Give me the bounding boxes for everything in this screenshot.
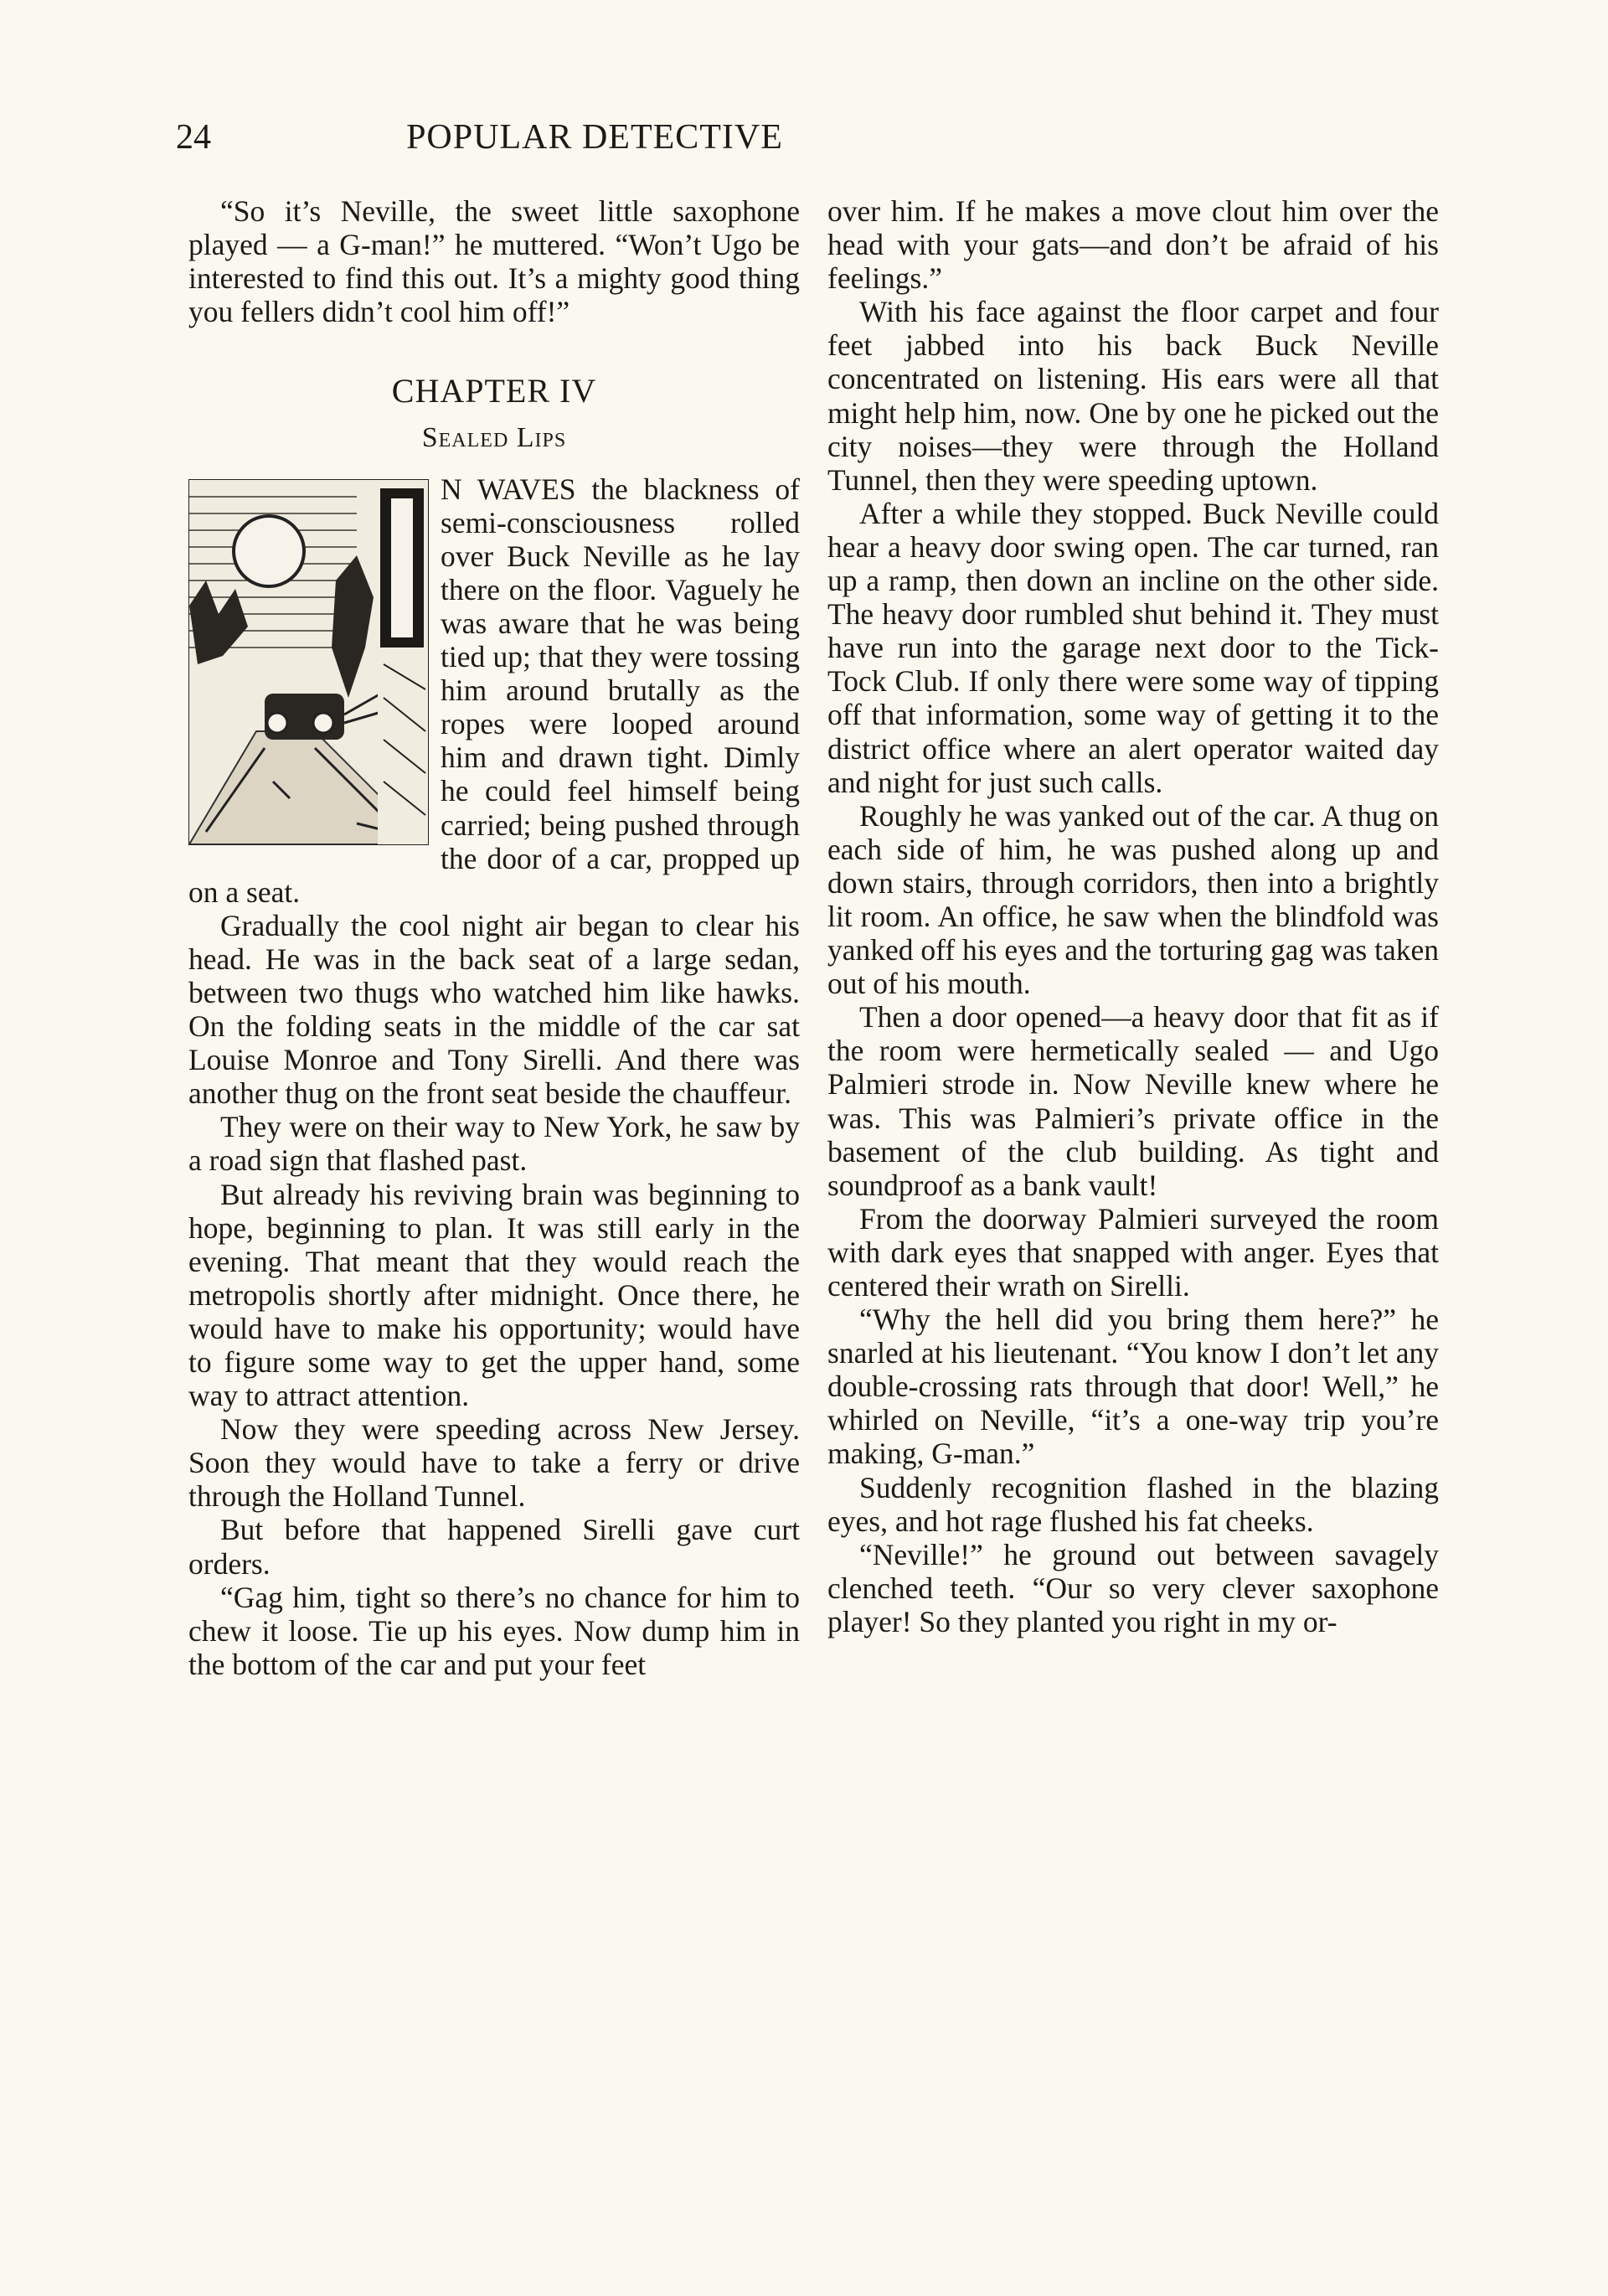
paragraph: “Why the hell did you bring them here?” he snarled at his lieutenant. “You know I don’t let any double-crossing rats through that door! Well,” he whirled on Neville, “it’s a one-way trip you’re making, G-man.” [827, 1303, 1439, 1471]
left-column [188, 194, 800, 1681]
paragraph: But already his reviving brain was beginning to hope, beginning to plan. It was still early in the evening. That meant that they would reach the metropolis shortly after midnight. Once there, he would have to make his opportunity; would have to figure some way to get the upper hand, some way to attract attention. [188, 1177, 800, 1413]
paragraph: They were on their way to New York, he saw by a road sign that flashed past. [188, 1110, 800, 1178]
paragraph: But before that happened Sirelli gave curt orders. [188, 1513, 800, 1581]
paragraph: Now they were speeding across New Jersey. Soon they would have to take a ferry or drive through the Holland Tunnel. [188, 1412, 800, 1514]
paragraph: Then a door opened—a heavy door that fit as if the room were hermetically sealed — and Ugo Palmieri strode in. Now Neville knew where he was. This was Palmieri’s private office in the basement of the club building. As tight and soundproof as a bank vault! [827, 1000, 1439, 1202]
page-header [176, 117, 1432, 168]
paragraph: N WAVES the blackness of semi-consciousness rolled over Buck Neville as he lay there on the floor. Vaguely he was aware that he was being tied up; that they were tossing him around brutally as the ropes were looped around him and drawn tight. Dimly he could feel himself being carried; being pushed through the door of a car, propped up on a seat. [188, 472, 800, 909]
paragraph: “So it’s Neville, the sweet little saxophone played — a G-man!” he muttered. “Won’t Ugo be interested to find this out. It’s a mighty good thing you fellers didn’t cool him off!” [188, 194, 800, 329]
page-number: 24 [176, 118, 211, 157]
chapter-title: CHAPTER IV [391, 372, 597, 410]
paragraph: With his face against the floor carpet and four feet jabbed into his back Buck Neville concentrated on listening. His ears were all that might help him, now. One by one he picked out the city noises—they were through the Holland Tunnel, then they were speeding uptown. [827, 295, 1439, 497]
paragraph: Suddenly recognition flashed in the blazing eyes, and hot rage flushed his fat cheeks. [827, 1470, 1439, 1538]
paragraph: Gradually the cool night air began to clear his head. He was in the back seat of a large sedan, between two thugs who watched him like hawks. On the folding seats in the middle of the car sat Louise Monroe and Tony Sirelli. And there was another thug on the front seat beside the chauffeur. [188, 908, 800, 1111]
paragraph: “Neville!” he ground out between savagely clenched teeth. “Our so very clever saxophone player! So they planted you right in my or- [827, 1537, 1439, 1638]
chapter-subtitle: Sealed Lips [421, 422, 567, 454]
paragraph: From the doorway Palmieri surveyed the room with dark eyes that snapped with anger. Eyes that centered their wrath on Sirelli. [827, 1201, 1439, 1303]
right-column [827, 194, 1439, 1638]
running-title: POPULAR DETECTIVE [406, 118, 783, 157]
drop-cap-illustration [188, 479, 429, 845]
paragraph: “Gag him, tight so there’s no chance for him to chew it loose. Tie up his eyes. Now dump him in the bottom of the car and put your feet [188, 1580, 800, 1681]
paragraph: Roughly he was yanked out of the car. A thug on each side of him, he was pushed along up and down stairs, through corridors, then into a brightly lit room. An office, he saw when the blindfold was yanked off his eyes and the torturing gag was taken out of his mouth. [827, 798, 1439, 1001]
paragraph: After a while they stopped. Buck Neville could hear a heavy door swing open. The car turned, ran up a ramp, then down an incline on the other side. The heavy door rumbled shut behind it. They must have run into the garage next door to the Tick-Tock Club. If only there were some way of tipping off that information, some way of getting it to the district office where an alert operator waited day and night for just such calls. [827, 496, 1439, 799]
paragraph: over him. If he makes a move clout him over the head with your gats—and don’t be afraid of his feelings.” [827, 194, 1439, 296]
